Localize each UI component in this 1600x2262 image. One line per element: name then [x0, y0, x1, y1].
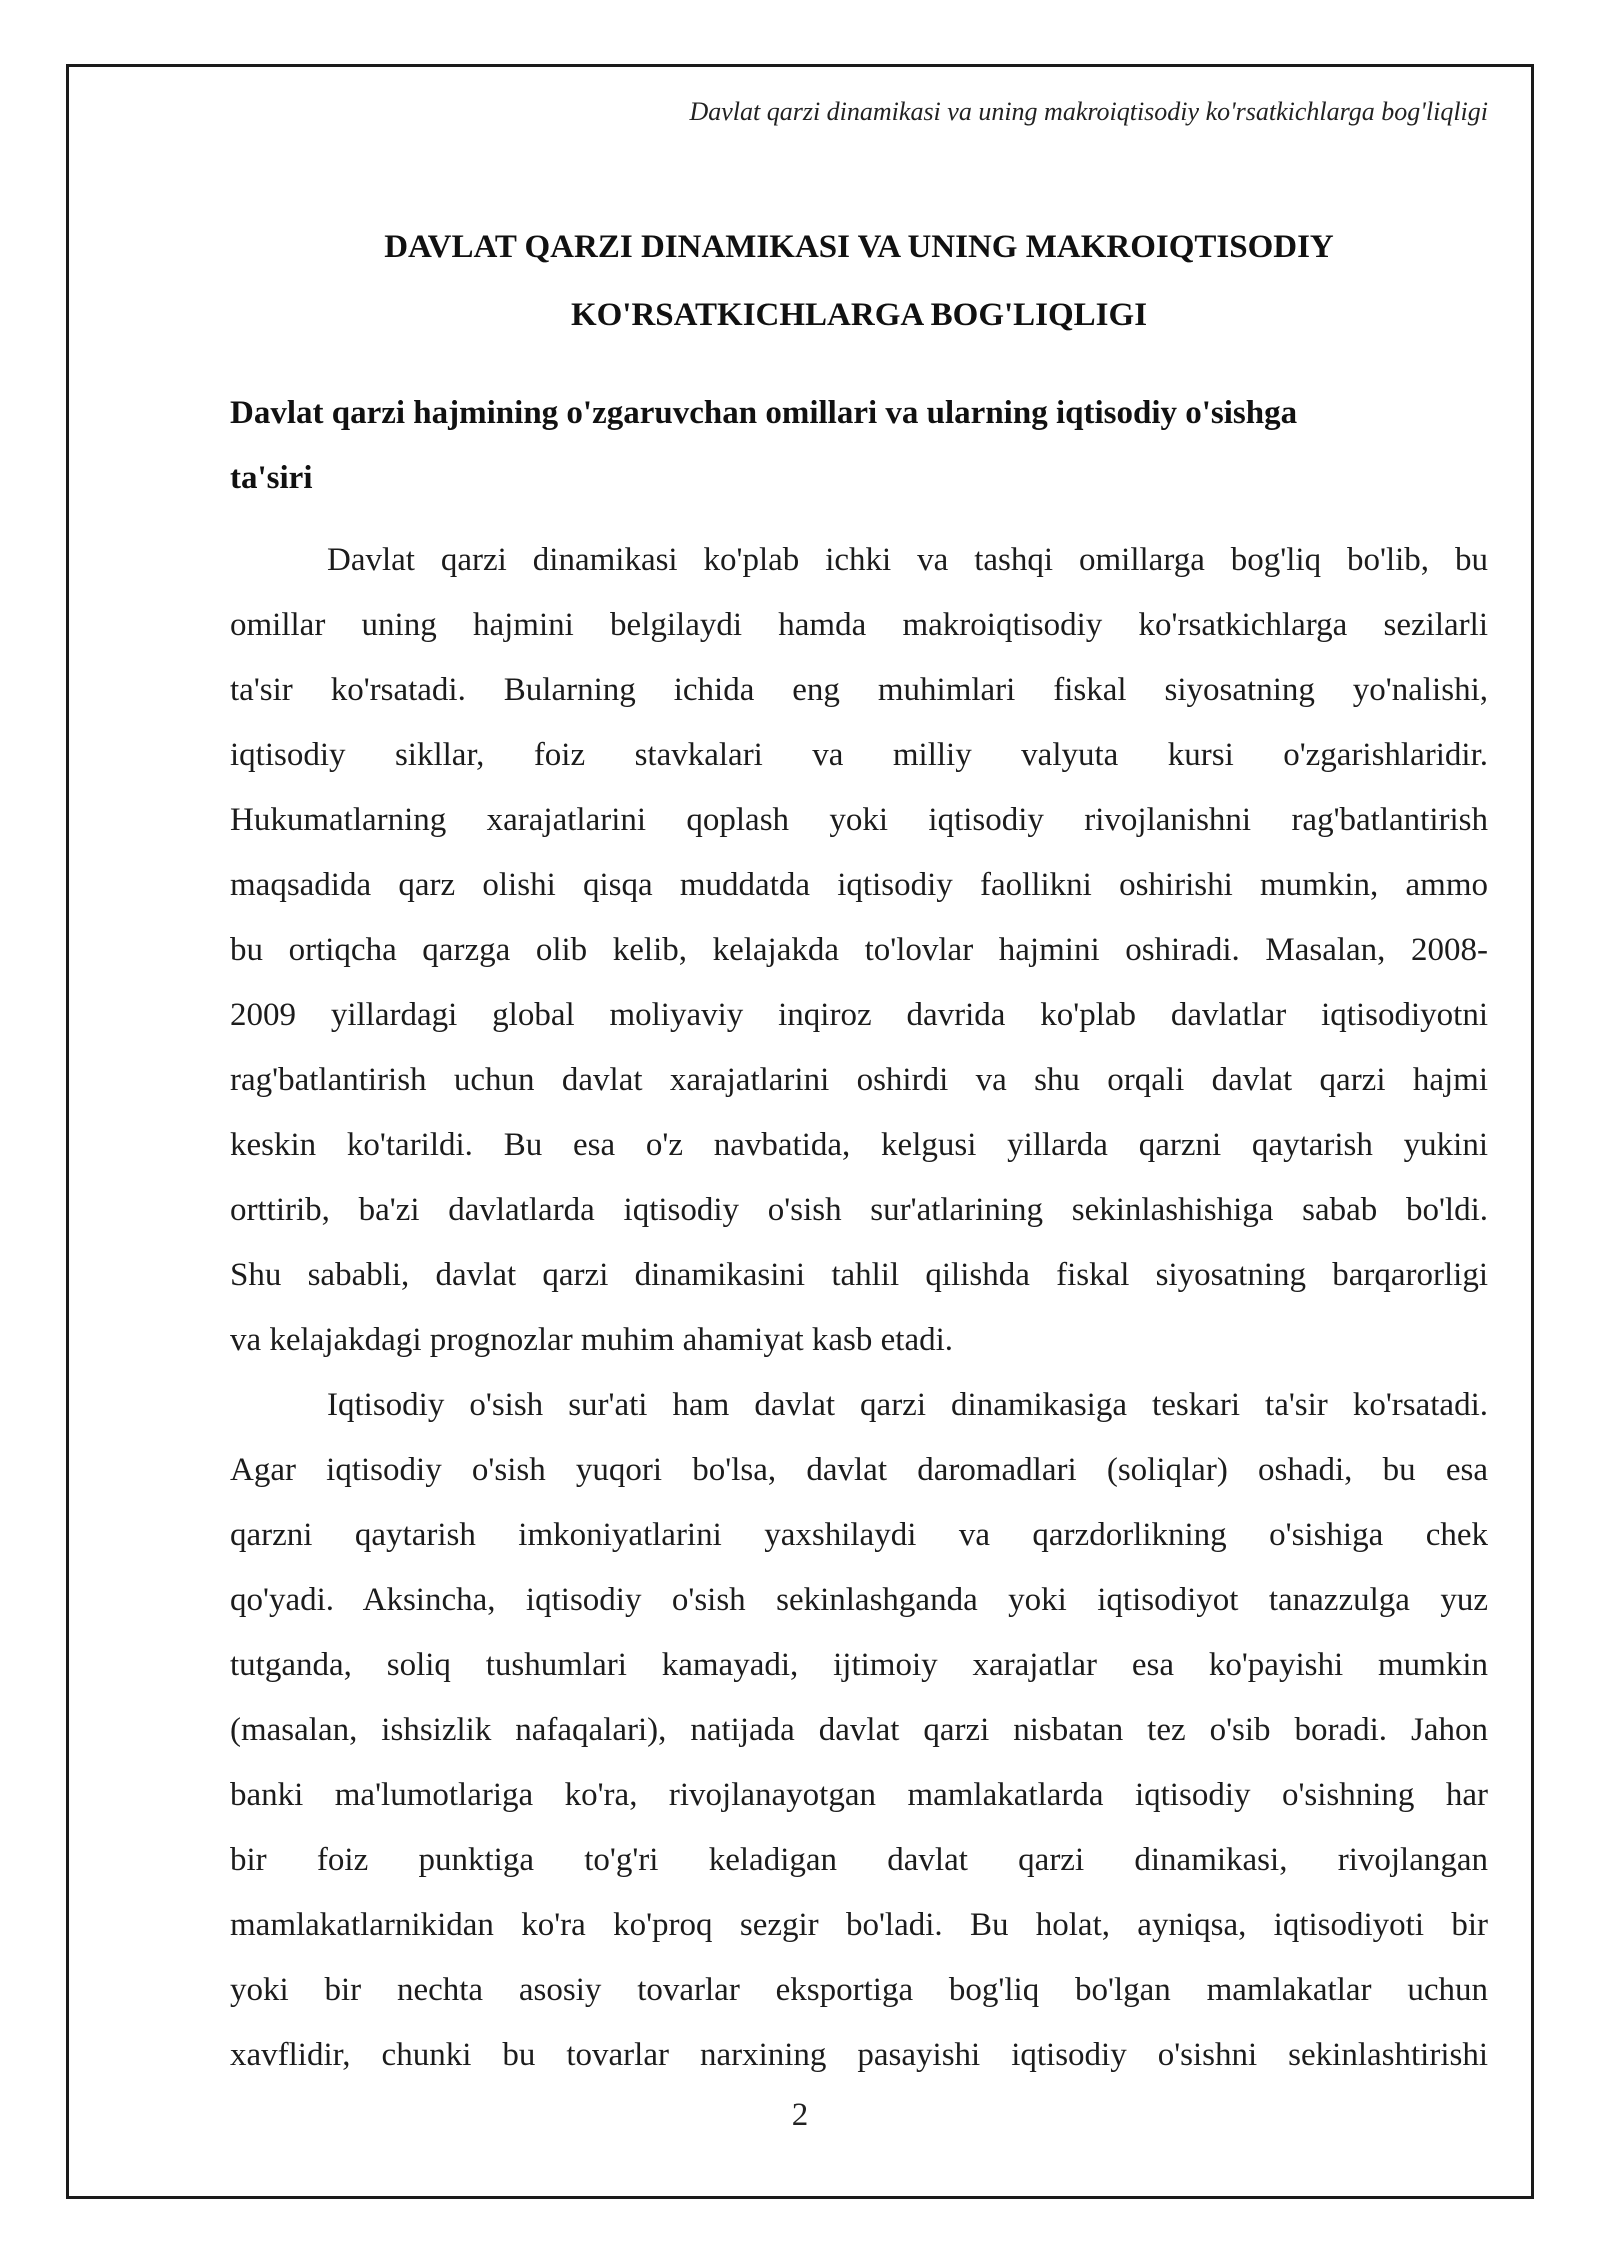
paragraph-line: ta'sir ko'rsatadi. Bularning ichida eng muhimlari fiskal siyosatning yo'nalishi,: [230, 672, 1488, 708]
paragraph-line: Iqtisodiy o'sish sur'ati ham davlat qarzi dinamikasiga teskari ta'sir ko'rsatadi.: [327, 1387, 1488, 1423]
paragraph-line: 2009 yillardagi global moliyaviy inqiroz davrida ko'plab davlatlar iqtisodiyotni: [230, 997, 1488, 1033]
paragraph-line: iqtisodiy sikllar, foiz stavkalari va milliy valyuta kursi o'zgarishlaridir.: [230, 737, 1488, 773]
paragraph-line: (masalan, ishsizlik nafaqalari), natijada davlat qarzi nisbatan tez o'sib boradi. Jahon: [230, 1712, 1488, 1748]
paragraph-line: orttirib, ba'zi davlatlarda iqtisodiy o'sish sur'atlarining sekinlashishiga sabab bo'ldi.: [230, 1192, 1488, 1228]
section-heading-line: Davlat qarzi hajmining o'zgaruvchan omillari va ularning iqtisodiy o'sishga: [230, 395, 1298, 431]
paragraph-line: keskin ko'tarildi. Bu esa o'z navbatida, kelgusi yillarda qarzni qaytarish yukini: [230, 1127, 1488, 1163]
paragraph-line: qarzni qaytarish imkoniyatlarini yaxshilaydi va qarzdorlikning o'sishiga chek: [230, 1517, 1488, 1553]
paragraph-line: qo'yadi. Aksincha, iqtisodiy o'sish sekinlashganda yoki iqtisodiyot tanazzulga yuz: [230, 1582, 1488, 1618]
document-title: [230, 213, 1488, 349]
paragraph-line: tutganda, soliq tushumlari kamayadi, ijtimoiy xarajatlar esa ko'payishi mumkin: [230, 1647, 1488, 1683]
paragraph-line: yoki bir nechta asosiy tovarlar eksportiga bog'liq bo'lgan mamlakatlar uchun: [230, 1972, 1488, 2008]
paragraph-line: Hukumatlarning xarajatlarini qoplash yoki iqtisodiy rivojlanishni rag'batlantirish: [230, 802, 1488, 838]
section-heading-line: ta'siri: [230, 460, 313, 496]
paragraph-line: banki ma'lumotlariga ko'ra, rivojlanayotgan mamlakatlarda iqtisodiy o'sishning har: [230, 1777, 1488, 1813]
paragraph-1: [230, 528, 1488, 1373]
paragraph-line: bu ortiqcha qarzga olib kelib, kelajakda to'lovlar hajmini oshiradi. Masalan, 2008-: [230, 932, 1488, 968]
running-header: Davlat qarzi dinamikasi va uning makroiqtisodiy ko'rsatkichlarga bog'liqligi: [689, 97, 1488, 126]
paragraph-line: rag'batlantirish uchun davlat xarajatlarini oshirdi va shu orqali davlat qarzi hajmi: [230, 1062, 1488, 1098]
page-number: 2: [791, 2097, 809, 2133]
paragraph-line: xavflidir, chunki bu tovarlar narxining pasayishi iqtisodiy o'sishni sekinlashtirishi: [230, 2037, 1488, 2073]
body-text: [230, 528, 1488, 2088]
paragraph-line: maqsadida qarz olishi qisqa muddatda iqtisodiy faollikni oshirishi mumkin, ammo: [230, 867, 1488, 903]
title-line: DAVLAT QARZI DINAMIKASI VA UNING MAKROIQTISODIY: [384, 229, 1334, 265]
paragraph-line: bir foiz punktiga to'g'ri keladigan davlat qarzi dinamikasi, rivojlangan: [230, 1842, 1488, 1878]
paragraph-line: mamlakatlarnikidan ko'ra ko'proq sezgir bo'ladi. Bu holat, ayniqsa, iqtisodiyoti bir: [230, 1907, 1488, 1943]
section-heading: [230, 381, 1488, 511]
paragraph-line: va kelajakdagi prognozlar muhim ahamiyat kasb etadi.: [230, 1322, 954, 1358]
paragraph-line: Shu sababli, davlat qarzi dinamikasini tahlil qilishda fiskal siyosatning barqarorligi: [230, 1257, 1488, 1293]
paragraph-line: Agar iqtisodiy o'sish yuqori bo'lsa, davlat daromadlari (soliqlar) oshadi, bu esa: [230, 1452, 1488, 1488]
paragraph-line: omillar uning hajmini belgilaydi hamda makroiqtisodiy ko'rsatkichlarga sezilarli: [230, 607, 1488, 643]
title-line: KO'RSATKICHLARGA BOG'LIQLIGI: [570, 297, 1148, 333]
paragraph-line: Davlat qarzi dinamikasi ko'plab ichki va tashqi omillarga bog'liq bo'lib, bu: [327, 542, 1488, 578]
paragraph-2: [230, 1373, 1488, 2088]
